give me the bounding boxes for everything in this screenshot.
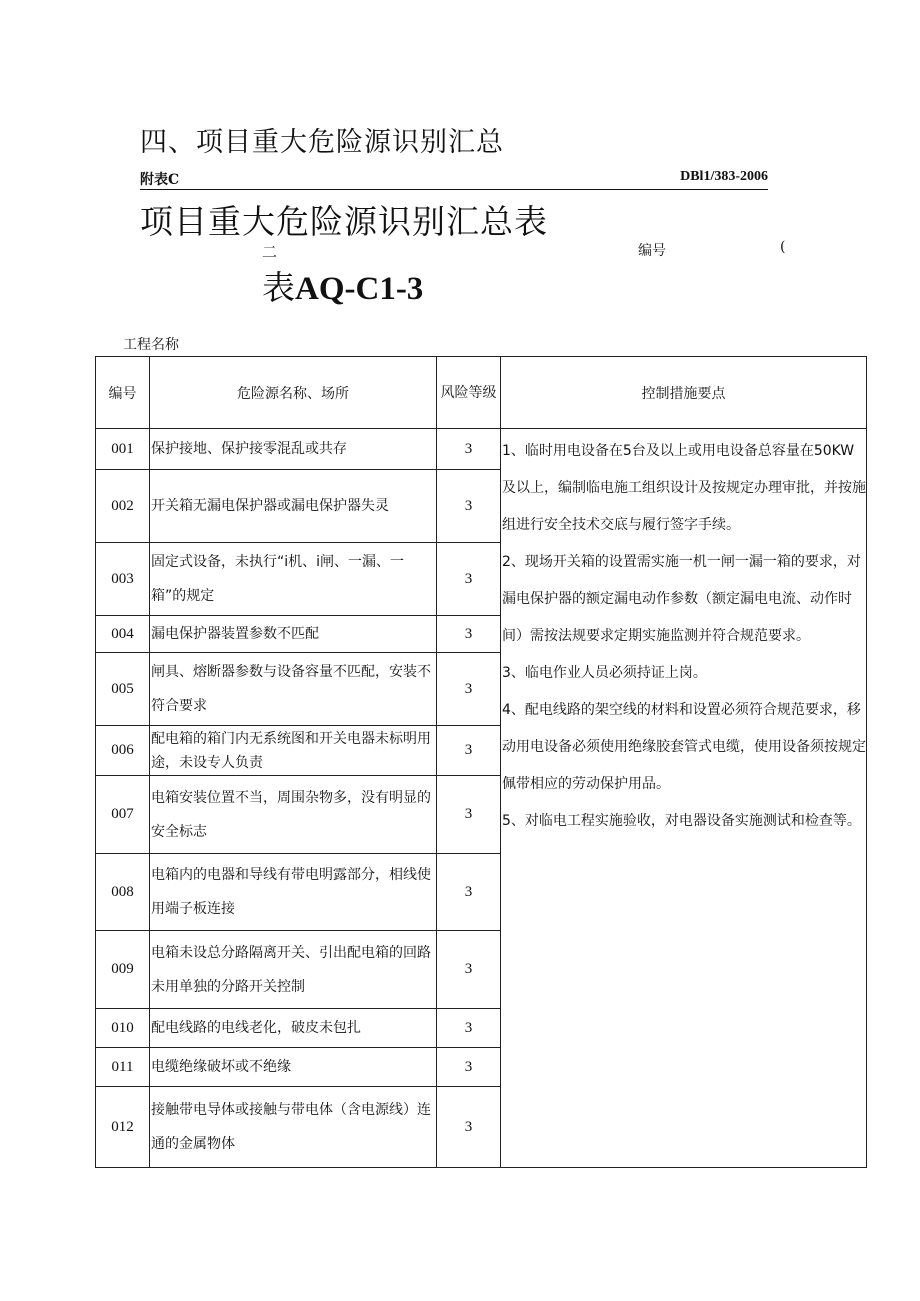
row-level: 3 [437, 854, 501, 931]
row-level: 3 [437, 429, 501, 470]
row-level: 3 [437, 1048, 501, 1087]
header-control: 控制措施要点 [501, 357, 867, 429]
row-name: 配电线路的电线老化，破皮未包扎 [150, 1009, 437, 1048]
row-name: 电箱内的电器和导线有带电明露部分，相线使用端子板连接 [150, 854, 437, 931]
standard-number: DBl1/383-2006 [680, 169, 768, 184]
hazard-table [95, 356, 867, 1168]
appendix-header-line [140, 171, 768, 190]
table-code-prefix: 表 [262, 268, 295, 307]
row-num: 011 [96, 1048, 150, 1087]
row-level: 3 [437, 776, 501, 854]
row-level: 3 [437, 931, 501, 1009]
row-name: 接触带电导体或接触与带电体（含电源线）连通的金属物体 [150, 1087, 437, 1168]
row-num: 005 [96, 653, 150, 726]
control-point: 2、现场开关箱的设置需实施一机一闸一漏一箱的要求，对漏电保护器的额定漏电动作参数（额定漏电电流、动作时间）需按法规要求定期实施监测并符合规范要求。 [502, 554, 861, 644]
section-title: 四、项目重大危险源识别汇总 [140, 127, 504, 158]
control-point: 3、临电作业人员必须持证上岗。 [502, 665, 707, 681]
row-level: 3 [437, 1009, 501, 1048]
row-name: 电箱未设总分路隔离开关、引出配电箱的回路未用单独的分路开关控制 [150, 931, 437, 1009]
page-title: 项目重大危险源识别汇总表 [140, 202, 548, 241]
row-num: 002 [96, 470, 150, 543]
row-level: 3 [437, 726, 501, 776]
table-code-value: AQ-C1-3 [295, 271, 424, 307]
serial-number-paren: ( [780, 239, 786, 255]
row-level: 3 [437, 653, 501, 726]
row-level: 3 [437, 543, 501, 616]
control-point: 1、临时用电设备在5台及以上或用电设备总容量在50KW及以上，编制临电施工组织设计及按规定办理审批，并按施组进行安全技术交底与履行签字手续。 [502, 443, 866, 533]
row-num: 007 [96, 776, 150, 854]
row-name: 漏电保护器装置参数不匹配 [150, 616, 437, 653]
row-level: 3 [437, 616, 501, 653]
row-name: 保护接地、保护接零混乱或共存 [150, 429, 437, 470]
row-num: 009 [96, 931, 150, 1009]
row-name: 电缆绝缘破坏或不绝缘 [150, 1048, 437, 1087]
appendix-label: 附表C [140, 172, 180, 188]
row-name: 开关箱无漏电保护器或漏电保护器失灵 [150, 470, 437, 543]
row-num: 004 [96, 616, 150, 653]
serial-number-label: 编号 [638, 243, 666, 259]
sub-mark: 二 [262, 243, 278, 261]
row-level: 3 [437, 470, 501, 543]
row-num: 006 [96, 726, 150, 776]
row-name: 电箱安装位置不当，周围杂物多，没有明显的安全标志 [150, 776, 437, 854]
control-points-cell [501, 429, 867, 1168]
table-row [96, 429, 867, 470]
row-num: 008 [96, 854, 150, 931]
row-num: 001 [96, 429, 150, 470]
row-name: 固定式设备，未执行“i机、i闸、一漏、一箱”的规定 [150, 543, 437, 616]
row-name: 配电箱的箱门内无系统图和开关电器未标明用途，未设专人负责 [150, 726, 437, 776]
control-point: 5、对临电工程实施验收，对电器设备实施测试和检查等。 [502, 813, 861, 829]
row-num: 003 [96, 543, 150, 616]
row-num: 010 [96, 1009, 150, 1048]
table-header-row [96, 357, 867, 429]
project-name-label: 工程名称 [123, 337, 179, 353]
row-num: 012 [96, 1087, 150, 1168]
header-risk: 风险等级 [437, 357, 501, 429]
row-name: 闸具、熔断器参数与设备容量不匹配，安装不符合要求 [150, 653, 437, 726]
header-num: 编号 [96, 357, 150, 429]
control-point: 4、配电线路的架空线的材料和设置必须符合规范要求，移动用电设备必须使用绝缘胶套管式电缆，使用设备须按规定佩带相应的劳动保护用品。 [502, 702, 866, 792]
row-level: 3 [437, 1087, 501, 1168]
table-code [262, 262, 423, 309]
header-name: 危险源名称、场所 [150, 357, 437, 429]
